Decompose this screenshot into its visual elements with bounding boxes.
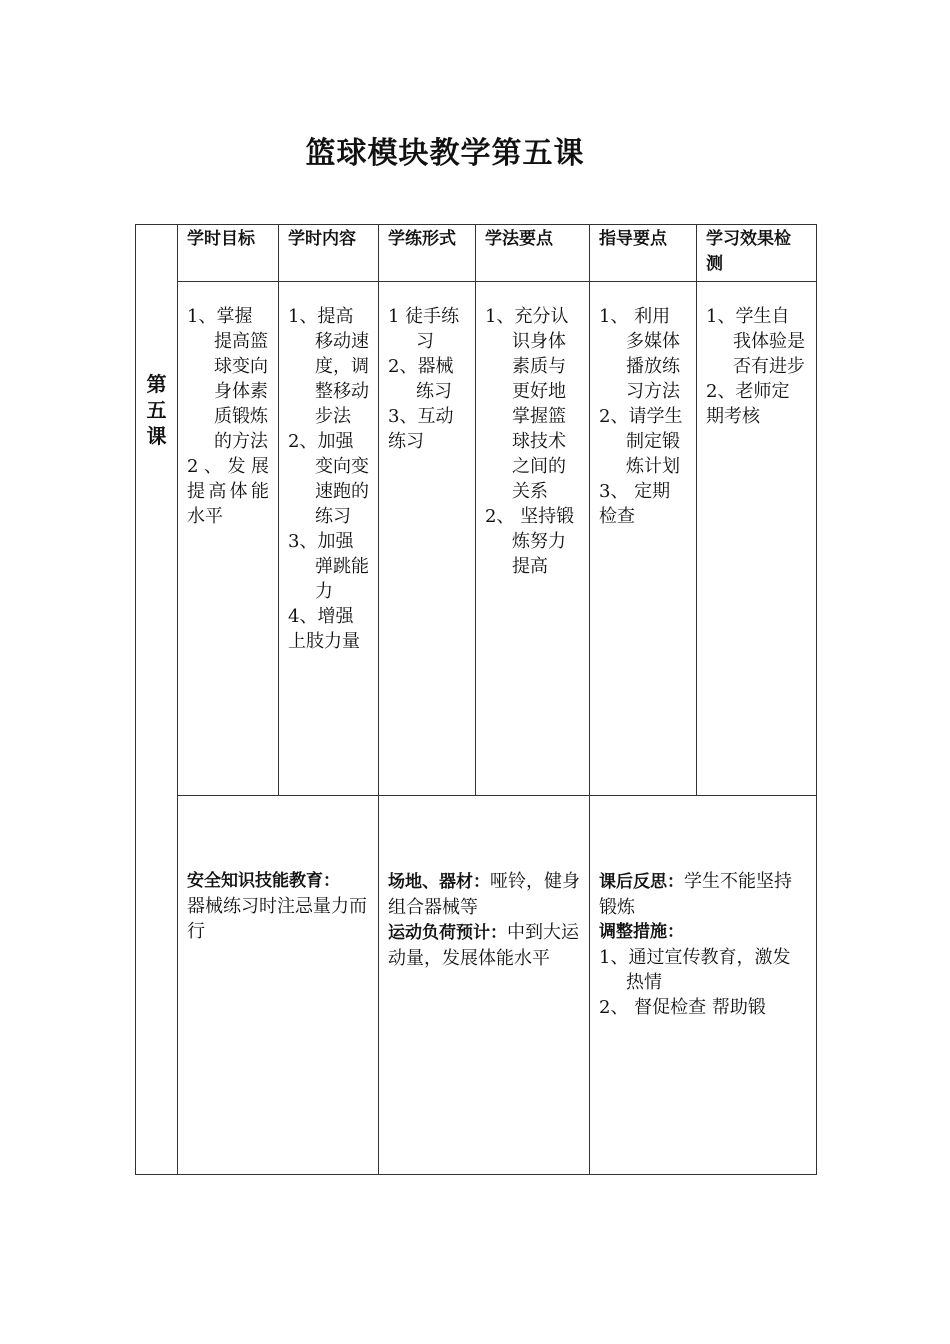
content-cell (279, 282, 379, 796)
method-item: 2、 坚持锻炼努力提高 (485, 506, 575, 577)
safety-text: 器械练习时注忌量力而行 (187, 896, 367, 942)
guidance-item: 3、 定期检查 (599, 481, 671, 527)
content-item: 2、加强变向变速跑的练习 (288, 431, 369, 527)
adjust-item: 1、通过宣传教育，激发热情 (599, 947, 791, 993)
header-guidance: 指导要点 (590, 225, 697, 282)
goal-item: 2、发展提高体能水平 (187, 456, 269, 527)
adjust-label: 调整措施： (599, 922, 684, 942)
forms-cell (379, 282, 476, 796)
content-item: 4、增强上肢力量 (288, 606, 360, 652)
guidance-cell (590, 282, 697, 796)
load-label: 运动负荷预计： (388, 923, 507, 943)
method-cell (476, 282, 590, 796)
header-goals: 学时目标 (178, 225, 279, 282)
reflection-cell (590, 796, 817, 1175)
header-effect: 学习效果检测 (697, 225, 817, 282)
load-text: 中到大运动量，发展体能水平 (388, 922, 579, 969)
guidance-item: 1、 利用多媒体播放练习方法 (599, 306, 680, 402)
header-forms: 学练形式 (379, 225, 476, 282)
header-method: 学法要点 (476, 225, 590, 282)
effect-item: 1、学生自我体验是否有进步 (706, 306, 805, 377)
form-item: 2、器械练习 (388, 356, 454, 402)
content-item: 1、提高移动速度，调整移动步法 (288, 306, 369, 427)
safety-label: 安全知识技能教育： (187, 871, 340, 891)
content-item: 3、加强弹跳能力 (288, 531, 369, 602)
reflection-text: 学生不能坚持锻炼 (599, 871, 792, 918)
venue-label: 场地、器材： (388, 872, 490, 892)
goal-item: 1、掌握提高篮球变向身体素质锻炼的方法 (187, 306, 268, 452)
lesson-label: 第五课 (146, 372, 167, 448)
venue-cell (379, 796, 590, 1175)
venue-text: 哑铃，健身组合器械等 (388, 871, 580, 918)
document-title: 篮球模块教学第五课 (305, 136, 585, 171)
lesson-plan-table (135, 224, 817, 1175)
header-content: 学时内容 (279, 225, 379, 282)
reflection-label: 课后反思： (599, 872, 684, 892)
form-item: 1 徒手练习 (388, 306, 460, 352)
safety-cell (178, 796, 379, 1175)
lesson-label-cell (136, 225, 178, 1175)
adjust-item: 2、 督促检查 帮助锻 (599, 997, 766, 1018)
guidance-item: 2、请学生制定锻炼计划 (599, 406, 683, 477)
form-item: 3、互动练习 (388, 406, 454, 452)
goals-cell (178, 282, 279, 796)
effect-cell (697, 282, 817, 796)
effect-item: 2、老师定期考核 (706, 381, 790, 427)
method-item: 1、充分认识身体素质与更好地掌握篮球技术之间的关系 (485, 306, 569, 502)
